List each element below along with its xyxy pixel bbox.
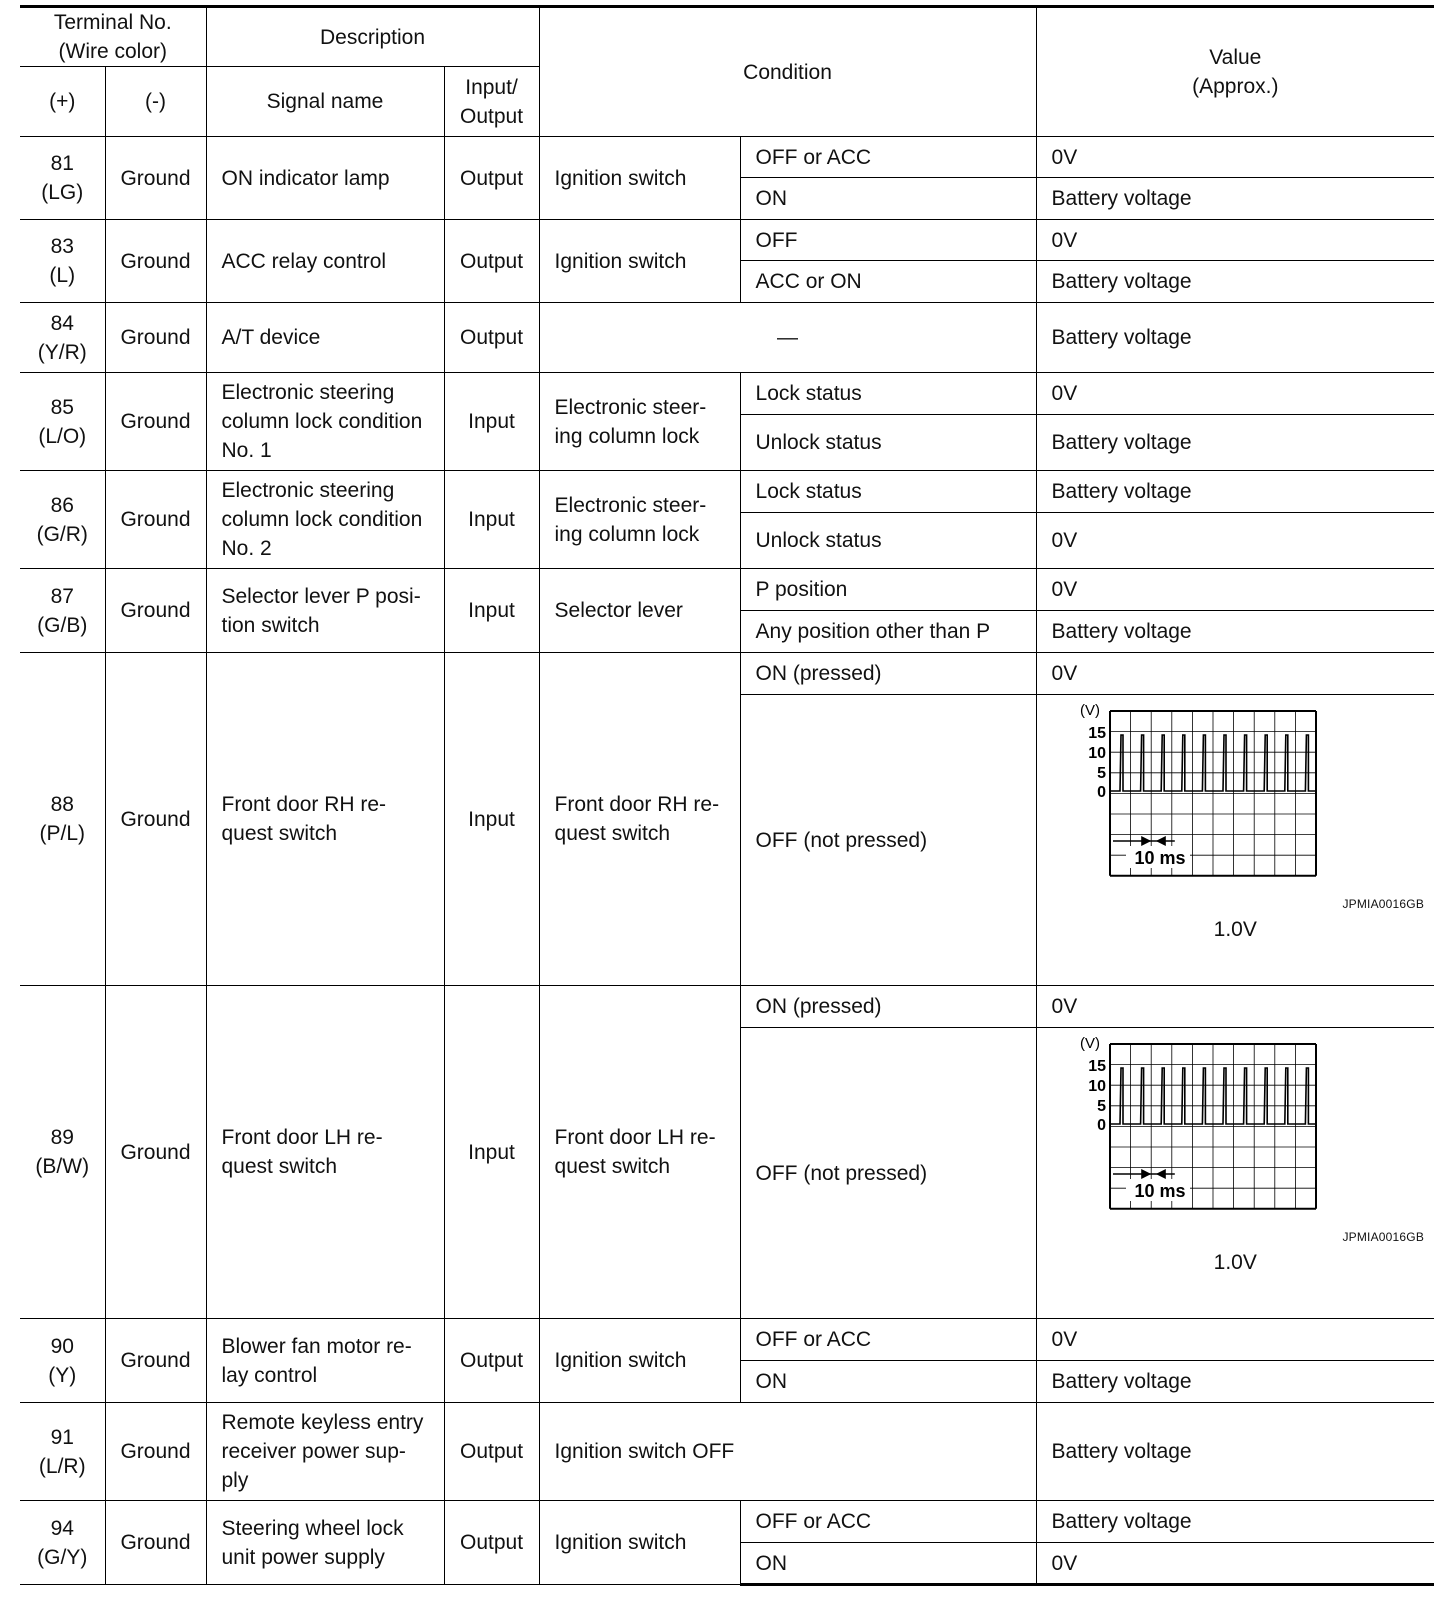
condition-state-cell: ON bbox=[740, 178, 1036, 220]
condition-cell: Ignition switch OFF bbox=[539, 1403, 1036, 1501]
signal-name-cell: Electronic steering column lock condition No. 1 bbox=[206, 373, 444, 471]
waveform-graph bbox=[1077, 1036, 1367, 1211]
header-minus: (-) bbox=[105, 67, 206, 137]
condition-state-cell: Any position other than P bbox=[740, 611, 1036, 653]
table-row bbox=[20, 1403, 1434, 1501]
table-row bbox=[20, 569, 1434, 611]
condition-state-cell: ON (pressed) bbox=[740, 653, 1036, 695]
ground-cell: Ground bbox=[105, 653, 206, 986]
y-tick-label: 10 bbox=[1087, 1078, 1106, 1095]
terminal-cell: 89 (B/W) bbox=[20, 986, 105, 1319]
value-cell: Battery voltage bbox=[1036, 471, 1434, 513]
condition-state-cell: OFF or ACC bbox=[740, 1501, 1036, 1543]
header-plus: (+) bbox=[20, 67, 105, 137]
io-cell: Output bbox=[444, 220, 539, 303]
ground-cell: Ground bbox=[105, 137, 206, 220]
condition-cell: Ignition switch bbox=[539, 1319, 740, 1403]
signal-name-cell: Selector lever P posi- tion switch bbox=[206, 569, 444, 653]
value-cell: Battery voltage bbox=[1036, 1403, 1434, 1501]
value-cell: 0V bbox=[1036, 986, 1434, 1028]
io-cell: Input bbox=[444, 569, 539, 653]
io-cell: Output bbox=[444, 1501, 539, 1585]
signal-name-cell: Front door RH re- quest switch bbox=[206, 653, 444, 986]
value-cell: 0V bbox=[1036, 1319, 1434, 1361]
table-row bbox=[20, 373, 1434, 415]
table-row bbox=[20, 471, 1434, 513]
time-marker-arrow-left bbox=[1155, 836, 1165, 846]
terminal-cell: 85 (L/O) bbox=[20, 373, 105, 471]
condition-cell: Ignition switch bbox=[539, 137, 740, 220]
header-row-1 bbox=[20, 7, 1434, 67]
time-scale-label: 10 ms bbox=[1134, 1181, 1186, 1201]
signal-name-cell: Steering wheel lock unit power supply bbox=[206, 1501, 444, 1585]
condition-state-cell: ON bbox=[740, 1543, 1036, 1585]
header-value: Value (Approx.) bbox=[1036, 7, 1434, 137]
value-cell: Battery voltage bbox=[1036, 1501, 1434, 1543]
condition-state-cell: OFF or ACC bbox=[740, 1319, 1036, 1361]
header-input-output: Input/ Output bbox=[444, 67, 539, 137]
io-cell: Input bbox=[444, 373, 539, 471]
value-cell: 0V bbox=[1036, 373, 1434, 415]
ground-cell: Ground bbox=[105, 373, 206, 471]
condition-state-cell: OFF bbox=[740, 220, 1036, 261]
condition-state-cell: Lock status bbox=[740, 471, 1036, 513]
ground-cell: Ground bbox=[105, 569, 206, 653]
time-scale-label: 10 ms bbox=[1134, 848, 1186, 868]
value-cell: 0V bbox=[1036, 569, 1434, 611]
signal-name-cell: ON indicator lamp bbox=[206, 137, 444, 220]
signal-name-cell: Remote keyless entry receiver power sup- ply bbox=[206, 1403, 444, 1501]
table-row bbox=[20, 303, 1434, 373]
condition-cell: Selector lever bbox=[539, 569, 740, 653]
y-tick-label: 15 bbox=[1087, 1058, 1106, 1075]
signal-name-cell: ACC relay control bbox=[206, 220, 444, 303]
ground-cell: Ground bbox=[105, 1403, 206, 1501]
header-terminal-no: Terminal No. (Wire color) bbox=[20, 7, 206, 67]
condition-state-cell: OFF (not pressed) bbox=[740, 1028, 1036, 1319]
io-cell: Input bbox=[444, 986, 539, 1319]
value-cell: Battery voltage bbox=[1036, 303, 1434, 373]
terminal-cell: 86 (G/R) bbox=[20, 471, 105, 569]
table-row bbox=[20, 1501, 1434, 1543]
terminal-cell: 81 (LG) bbox=[20, 137, 105, 220]
condition-state-cell: Unlock status bbox=[740, 513, 1036, 569]
condition-cell: Front door RH re- quest switch bbox=[539, 653, 740, 986]
time-marker-arrow-right bbox=[1141, 836, 1151, 846]
table-row bbox=[20, 220, 1434, 261]
io-cell: Input bbox=[444, 471, 539, 569]
signal-name-cell: Blower fan motor re- lay control bbox=[206, 1319, 444, 1403]
table-row bbox=[20, 1319, 1434, 1361]
condition-cell: Ignition switch bbox=[539, 220, 740, 303]
y-tick-label: 10 bbox=[1087, 745, 1106, 762]
terminal-cell: 87 (G/B) bbox=[20, 569, 105, 653]
y-unit-label: (V) bbox=[1079, 703, 1100, 719]
condition-state-cell: P position bbox=[740, 569, 1036, 611]
io-cell: Output bbox=[444, 1319, 539, 1403]
waveform-graph bbox=[1077, 703, 1367, 878]
terminal-cell: 91 (L/R) bbox=[20, 1403, 105, 1501]
header-description: Description bbox=[206, 7, 539, 67]
condition-state-cell: Lock status bbox=[740, 373, 1036, 415]
y-tick-label: 5 bbox=[1096, 765, 1106, 782]
condition-cell: Ignition switch bbox=[539, 1501, 740, 1585]
waveform-value-cell bbox=[1036, 1028, 1434, 1319]
condition-cell: Electronic steer- ing column lock bbox=[539, 373, 740, 471]
table-row bbox=[20, 137, 1434, 178]
header-condition: Condition bbox=[539, 7, 1036, 137]
value-cell: Battery voltage bbox=[1036, 178, 1434, 220]
y-tick-label: 0 bbox=[1096, 784, 1106, 801]
value-cell: 0V bbox=[1036, 1543, 1434, 1585]
table-row bbox=[20, 653, 1434, 695]
terminal-cell: 90 (Y) bbox=[20, 1319, 105, 1403]
waveform-value-label: 1.0V bbox=[1213, 1251, 1257, 1274]
value-cell: 0V bbox=[1036, 137, 1434, 178]
ground-cell: Ground bbox=[105, 1501, 206, 1585]
figure-code: JPMIA0016GB bbox=[1342, 897, 1425, 911]
condition-state-cell: ACC or ON bbox=[740, 261, 1036, 303]
condition-cell: Electronic steer- ing column lock bbox=[539, 471, 740, 569]
value-cell: 0V bbox=[1036, 220, 1434, 261]
table-row bbox=[20, 986, 1434, 1028]
value-cell: Battery voltage bbox=[1036, 415, 1434, 471]
condition-state-cell: Unlock status bbox=[740, 415, 1036, 471]
ground-cell: Ground bbox=[105, 986, 206, 1319]
terminal-cell: 83 (L) bbox=[20, 220, 105, 303]
waveform-value-cell bbox=[1036, 695, 1434, 986]
terminal-cell: 84 (Y/R) bbox=[20, 303, 105, 373]
terminal-cell: 88 (P/L) bbox=[20, 653, 105, 986]
ground-cell: Ground bbox=[105, 220, 206, 303]
io-cell: Output bbox=[444, 303, 539, 373]
ground-cell: Ground bbox=[105, 303, 206, 373]
ground-cell: Ground bbox=[105, 1319, 206, 1403]
condition-state-cell: OFF (not pressed) bbox=[740, 695, 1036, 986]
waveform-value-label: 1.0V bbox=[1213, 918, 1257, 941]
time-marker-arrow-left bbox=[1155, 1169, 1165, 1179]
condition-cell: — bbox=[539, 303, 1036, 373]
header-signal-name: Signal name bbox=[206, 67, 444, 137]
y-tick-label: 5 bbox=[1096, 1098, 1106, 1115]
value-cell: Battery voltage bbox=[1036, 611, 1434, 653]
figure-code: JPMIA0016GB bbox=[1342, 1230, 1425, 1244]
terminal-cell: 94 (G/Y) bbox=[20, 1501, 105, 1585]
value-cell: 0V bbox=[1036, 653, 1434, 695]
y-unit-label: (V) bbox=[1079, 1036, 1100, 1052]
value-cell: Battery voltage bbox=[1036, 261, 1434, 303]
condition-state-cell: OFF or ACC bbox=[740, 137, 1036, 178]
ground-cell: Ground bbox=[105, 471, 206, 569]
y-tick-label: 15 bbox=[1087, 725, 1106, 742]
signal-name-cell: Electronic steering column lock condition No. 2 bbox=[206, 471, 444, 569]
waveform-panel bbox=[1037, 1036, 1435, 1318]
signal-name-cell: Front door LH re- quest switch bbox=[206, 986, 444, 1319]
value-cell: 0V bbox=[1036, 513, 1434, 569]
time-marker-arrow-right bbox=[1141, 1169, 1151, 1179]
io-cell: Output bbox=[444, 137, 539, 220]
y-tick-label: 0 bbox=[1096, 1117, 1106, 1134]
io-cell: Output bbox=[444, 1403, 539, 1501]
terminal-spec-page bbox=[20, 5, 1434, 1586]
io-cell: Input bbox=[444, 653, 539, 986]
condition-state-cell: ON (pressed) bbox=[740, 986, 1036, 1028]
terminal-spec-table bbox=[20, 5, 1434, 1586]
value-cell: Battery voltage bbox=[1036, 1361, 1434, 1403]
condition-cell: Front door LH re- quest switch bbox=[539, 986, 740, 1319]
condition-state-cell: ON bbox=[740, 1361, 1036, 1403]
signal-name-cell: A/T device bbox=[206, 303, 444, 373]
waveform-panel bbox=[1037, 703, 1435, 985]
